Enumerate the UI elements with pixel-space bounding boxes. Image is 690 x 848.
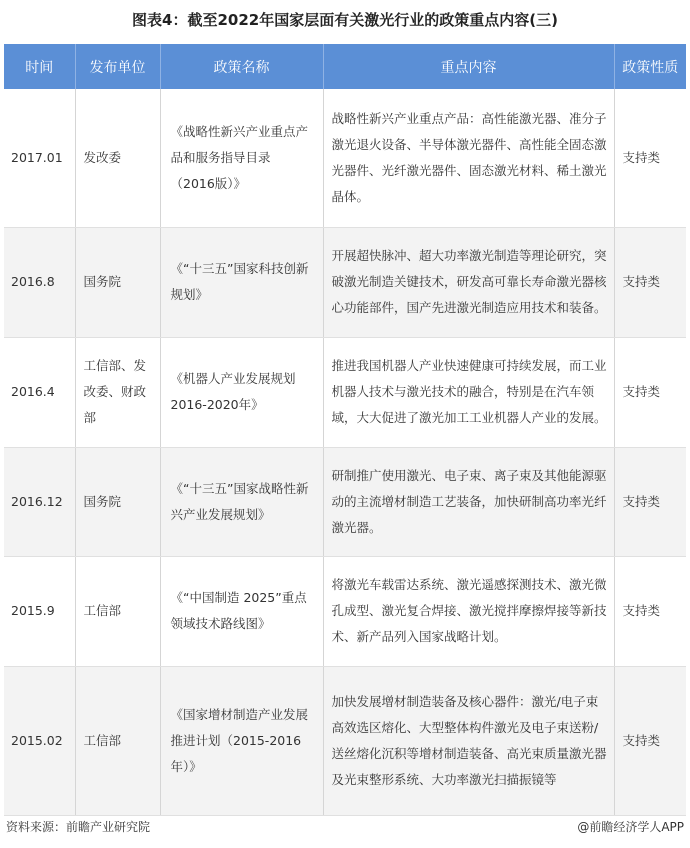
- credit-note: @前瞻经济学人APP: [577, 820, 684, 834]
- table-row: [4, 337, 686, 447]
- cell-policy-type: 支持类: [614, 447, 686, 556]
- cell-key-content: 研制推广使用激光、电子束、离子束及其他能源驱动的主流增材制造工艺装备，加快研制高功率光纤激光器。: [323, 447, 614, 556]
- source-note: 资料来源：前瞻产业研究院: [6, 820, 151, 834]
- header-policy-name: 政策名称: [160, 44, 323, 89]
- cell-policy-name: 《战略性新兴产业重点产品和服务指导目录（2016版）》: [160, 89, 323, 227]
- cell-unit: 工信部、发改委、财政部: [75, 337, 160, 447]
- figure-title: 图表4：截至2022年国家层面有关激光行业的政策重点内容(三): [132, 11, 558, 29]
- cell-unit: 工信部: [75, 666, 160, 815]
- cell-policy-name: 《国家增材制造产业发展推进计划（2015-2016年）》: [160, 666, 323, 815]
- header-policy-type: 政策性质: [614, 44, 686, 89]
- cell-time: 2015.9: [4, 556, 75, 666]
- cell-policy-type: 支持类: [614, 89, 686, 227]
- cell-unit: 国务院: [75, 447, 160, 556]
- cell-key-content: 加快发展增材制造装备及核心器件：激光/电子束高效选区熔化、大型整体构件激光及电子束送粉/送丝熔化沉积等增材制造装备、高光束质量激光器及光束整形系统、大功率激光扫描振镜等: [323, 666, 614, 815]
- cell-time: 2015.02: [4, 666, 75, 815]
- cell-time: 2016.12: [4, 447, 75, 556]
- cell-policy-type: 支持类: [614, 666, 686, 815]
- cell-policy-name: 《“十三五”国家战略性新兴产业发展规划》: [160, 447, 323, 556]
- cell-key-content: 推进我国机器人产业快速健康可持续发展，而工业机器人技术与激光技术的融合，特别是在汽车领域，大大促进了激光加工工业机器人产业的发展。: [323, 337, 614, 447]
- table-header-row: [4, 44, 686, 89]
- cell-policy-name: 《机器人产业发展规划2016-2020年》: [160, 337, 323, 447]
- cell-unit: 国务院: [75, 227, 160, 337]
- table-row: [4, 89, 686, 227]
- cell-unit: 工信部: [75, 556, 160, 666]
- cell-policy-type: 支持类: [614, 227, 686, 337]
- cell-key-content: 开展超快脉冲、超大功率激光制造等理论研究，突破激光制造关键技术，研发高可靠长寿命激光器核心功能部件，国产先进激光制造应用技术和装备。: [323, 227, 614, 337]
- cell-unit: 发改委: [75, 89, 160, 227]
- header-unit: 发布单位: [75, 44, 160, 89]
- cell-key-content: 将激光车载雷达系统、激光遥感探测技术、激光微孔成型、激光复合焊接、激光搅拌摩擦焊接等新技术、新产品列入国家战略计划。: [323, 556, 614, 666]
- cell-time: 2016.4: [4, 337, 75, 447]
- cell-policy-name: 《“中国制造 2025”重点领域技术路线图》: [160, 556, 323, 666]
- cell-time: 2016.8: [4, 227, 75, 337]
- cell-time: 2017.01: [4, 89, 75, 227]
- cell-policy-type: 支持类: [614, 337, 686, 447]
- table-row: [4, 447, 686, 556]
- table-row: [4, 666, 686, 815]
- cell-key-content: 战略性新兴产业重点产品：高性能激光器、准分子激光退火设备、半导体激光器件、高性能全固态激光器件、光纤激光器件、固态激光材料、稀土激光晶体。: [323, 89, 614, 227]
- table-row: [4, 556, 686, 666]
- header-time: 时间: [4, 44, 75, 89]
- header-key-content: 重点内容: [323, 44, 614, 89]
- cell-policy-name: 《“十三五”国家科技创新规划》: [160, 227, 323, 337]
- policy-table: [4, 44, 686, 816]
- table-row: [4, 227, 686, 337]
- cell-policy-type: 支持类: [614, 556, 686, 666]
